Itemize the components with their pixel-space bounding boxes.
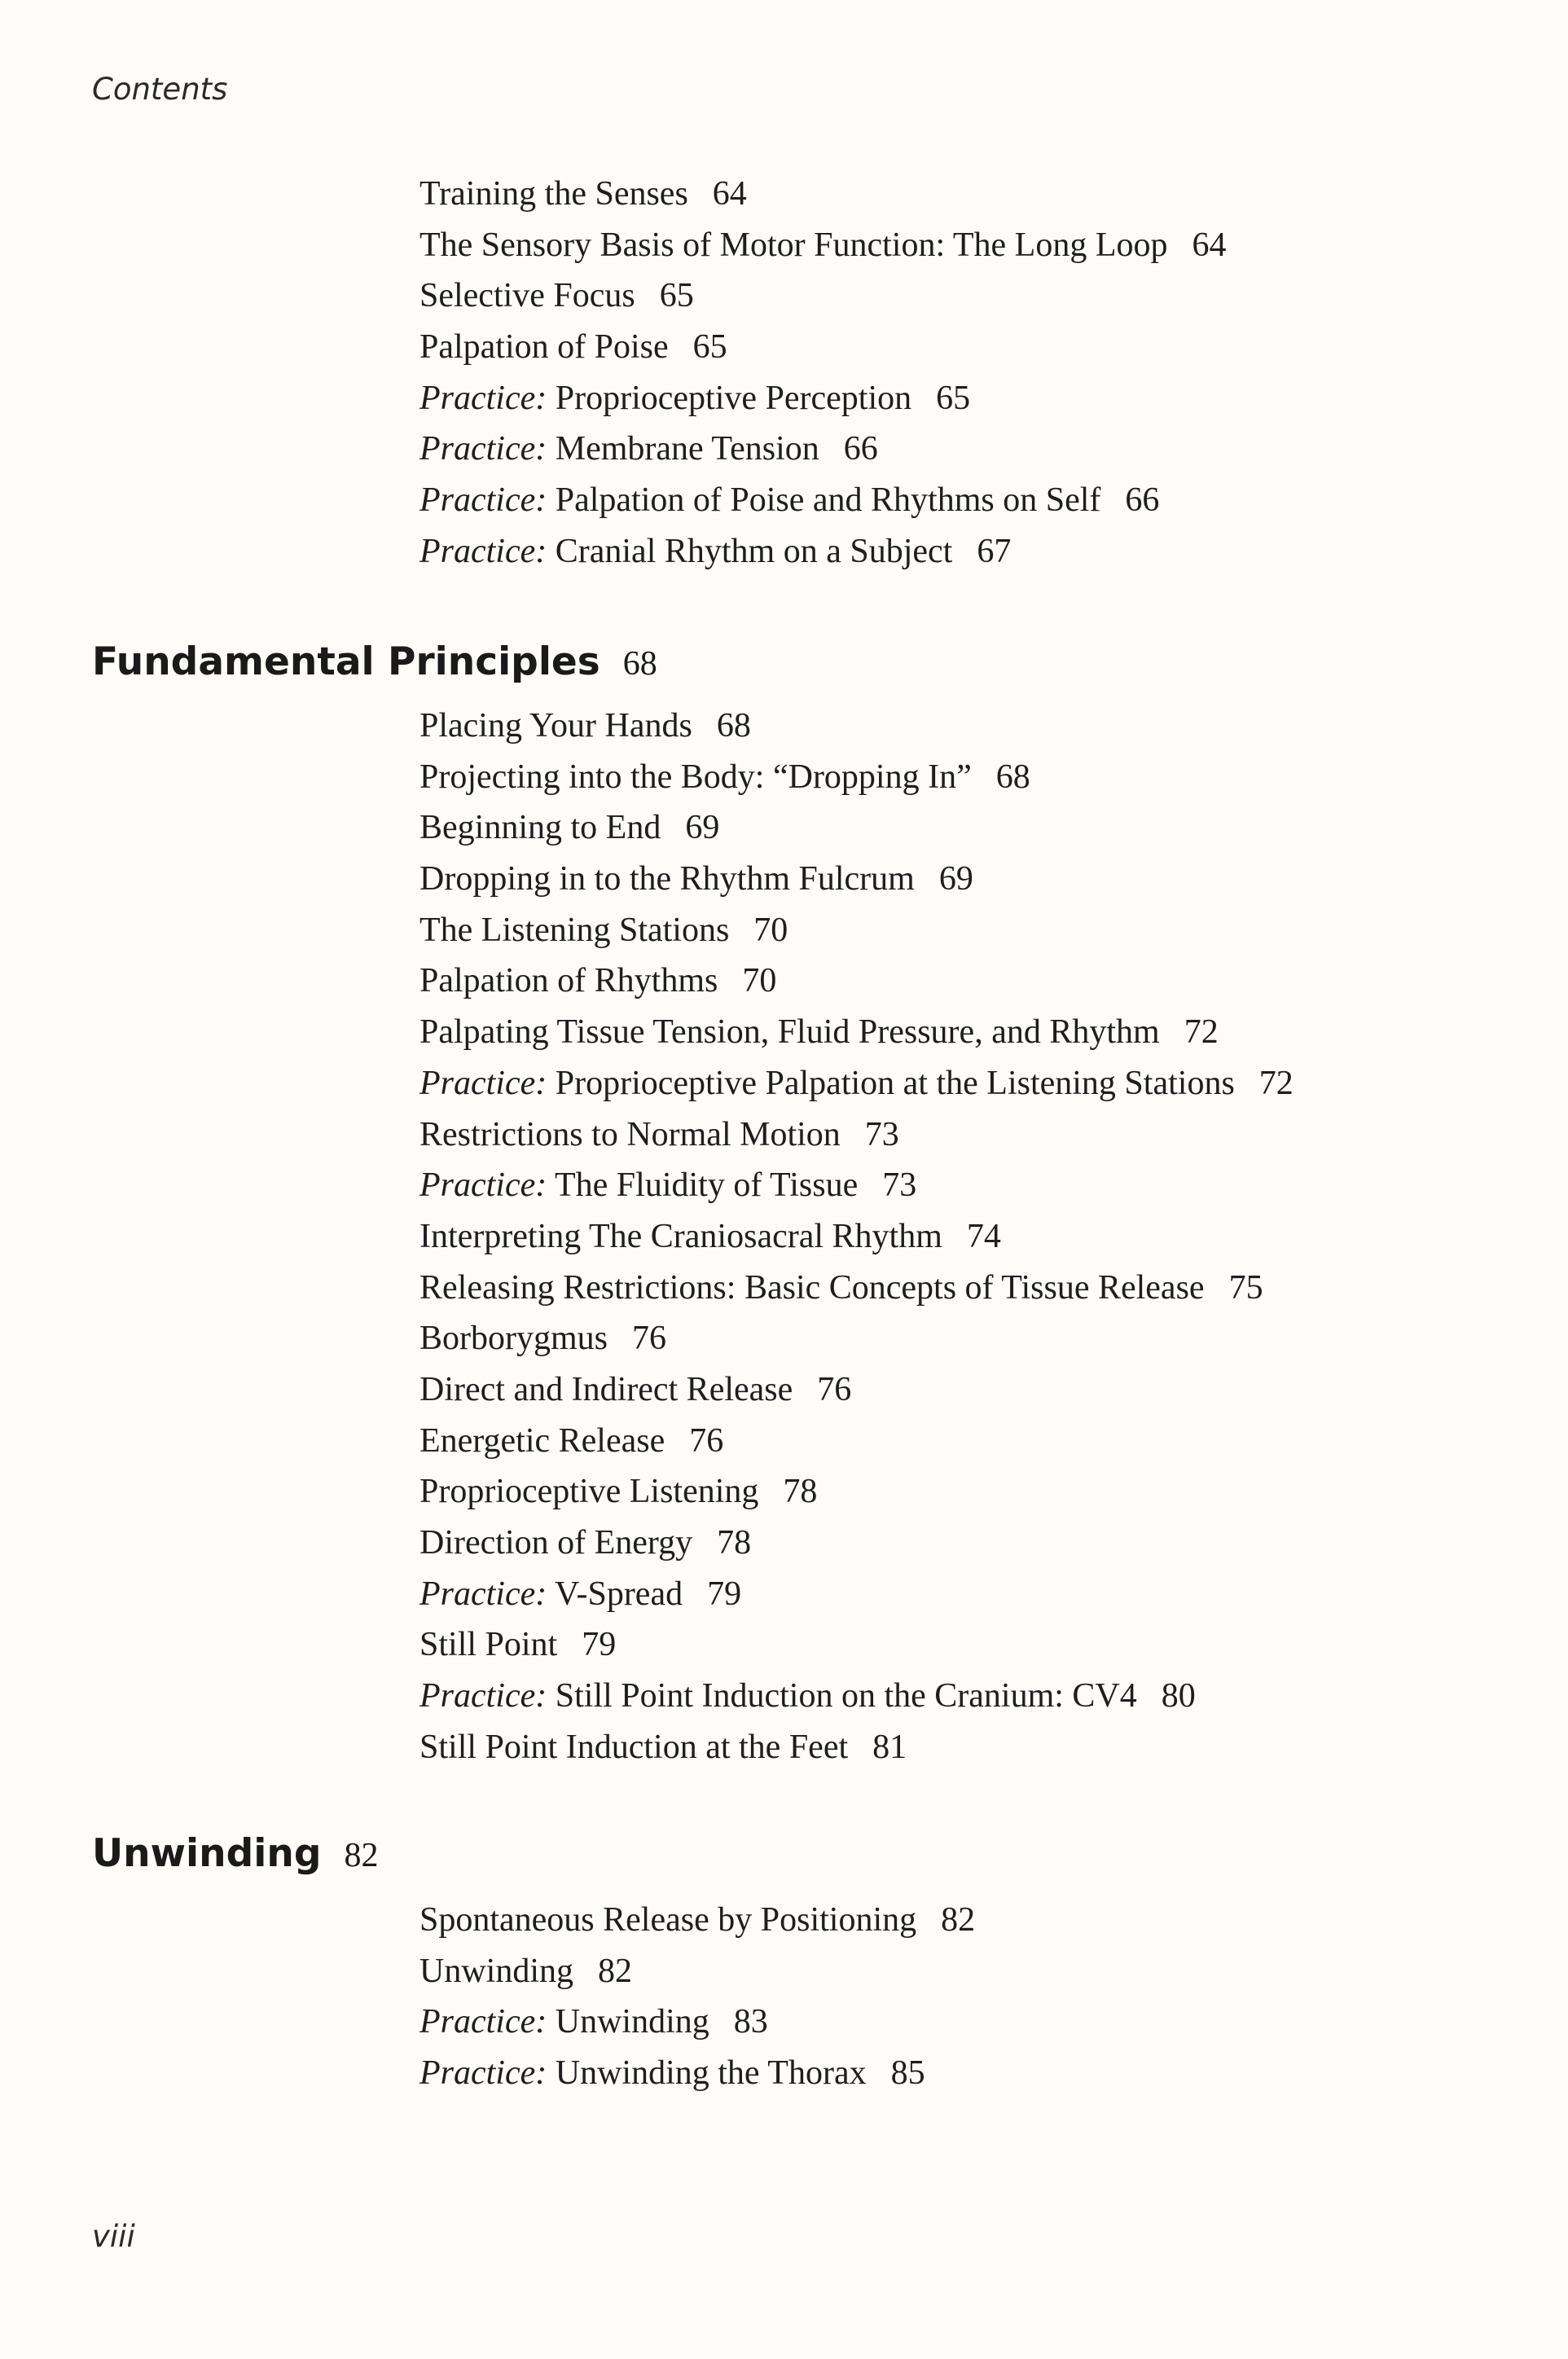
entry-title: Palpation of Rhythms bbox=[419, 962, 718, 1000]
toc-entry-practice[interactable] bbox=[419, 1997, 975, 2048]
toc-entry[interactable] bbox=[419, 854, 1293, 905]
entry-title: Direction of Energy bbox=[419, 1524, 693, 1562]
entry-page: 78 bbox=[717, 1524, 752, 1562]
toc-entry[interactable] bbox=[419, 1263, 1293, 1314]
toc-entry-practice[interactable] bbox=[419, 1671, 1293, 1722]
entry-page: 65 bbox=[659, 277, 694, 315]
practice-label: Practice: bbox=[419, 430, 547, 468]
toc-entry[interactable] bbox=[419, 1007, 1293, 1058]
entry-title: Projecting into the Body: “Dropping In” bbox=[419, 758, 972, 796]
entry-page: 76 bbox=[689, 1421, 724, 1460]
toc-entry-practice[interactable] bbox=[419, 2048, 975, 2099]
entry-page: 76 bbox=[817, 1370, 852, 1408]
toc-entry[interactable] bbox=[419, 1466, 1293, 1518]
entry-page: 81 bbox=[872, 1728, 907, 1766]
toc-entry[interactable] bbox=[419, 1722, 1293, 1773]
entry-page: 85 bbox=[890, 2054, 925, 2093]
entry-title: Unwinding bbox=[419, 1952, 573, 1990]
toc-entry[interactable] bbox=[419, 802, 1293, 854]
toc-entry[interactable] bbox=[419, 905, 1293, 956]
entry-page: 64 bbox=[1192, 226, 1227, 264]
entry-title: Spontaneous Release by Positioning bbox=[419, 1901, 917, 1939]
entry-page: 68 bbox=[995, 758, 1030, 796]
entry-page: 70 bbox=[742, 962, 777, 1000]
entry-title: Borborygmus bbox=[419, 1320, 608, 1358]
toc-entry[interactable] bbox=[419, 701, 1293, 752]
practice-label: Practice: bbox=[419, 1677, 547, 1715]
entry-title: Placing Your Hands bbox=[419, 707, 692, 745]
entry-page: 64 bbox=[712, 175, 747, 213]
entry-title: Dropping in to the Rhythm Fulcrum bbox=[419, 860, 915, 898]
toc-entry-practice[interactable] bbox=[419, 373, 1226, 424]
entry-page: 66 bbox=[1125, 481, 1160, 520]
toc-entry-practice[interactable] bbox=[419, 1160, 1293, 1211]
toc-entry[interactable] bbox=[419, 1518, 1293, 1569]
entry-page: 73 bbox=[882, 1166, 917, 1205]
running-head: Contents bbox=[92, 72, 228, 107]
entry-title: The Sensory Basis of Motor Function: The Long Loop bbox=[419, 226, 1168, 264]
entry-title: Membrane Tension bbox=[555, 430, 819, 468]
toc-entry[interactable] bbox=[419, 1313, 1293, 1364]
entry-page: 70 bbox=[753, 911, 788, 949]
entry-page: 82 bbox=[941, 1901, 976, 1939]
entry-title: Training the Senses bbox=[419, 175, 688, 213]
practice-label: Practice: bbox=[419, 379, 547, 417]
entry-page: 67 bbox=[977, 532, 1012, 570]
entry-title: Palpation of Poise and Rhythms on Self bbox=[555, 481, 1101, 520]
section-title: Fundamental Principles bbox=[92, 639, 600, 684]
entry-page: 83 bbox=[733, 2003, 768, 2041]
entry-title: Beginning to End bbox=[419, 809, 661, 847]
entry-title: Still Point Induction on the Cranium: CV4 bbox=[555, 1677, 1137, 1715]
entry-title: The Listening Stations bbox=[419, 911, 730, 949]
section-page: 68 bbox=[622, 645, 657, 683]
toc-entry-practice[interactable] bbox=[419, 424, 1226, 475]
section-page: 82 bbox=[344, 1837, 379, 1874]
entry-title: Proprioceptive Listening bbox=[419, 1473, 759, 1511]
entry-page: 74 bbox=[966, 1217, 1001, 1255]
page-number: viii bbox=[92, 2219, 135, 2254]
entry-page: 65 bbox=[936, 379, 971, 417]
toc-entry[interactable] bbox=[419, 322, 1226, 373]
entry-title: Energetic Release bbox=[419, 1421, 665, 1460]
entry-title: Still Point Induction at the Feet bbox=[419, 1728, 849, 1766]
entry-title: Proprioceptive Perception bbox=[555, 379, 912, 417]
practice-label: Practice: bbox=[419, 1575, 547, 1613]
toc-entry-practice[interactable] bbox=[419, 475, 1226, 526]
entry-page: 76 bbox=[632, 1320, 666, 1358]
entry-title: Unwinding the Thorax bbox=[555, 2054, 867, 2093]
entry-title: Still Point bbox=[419, 1626, 558, 1664]
toc-entry[interactable] bbox=[419, 752, 1293, 803]
entry-page: 79 bbox=[707, 1575, 742, 1613]
toc-entry[interactable] bbox=[419, 220, 1226, 271]
entry-page: 75 bbox=[1228, 1268, 1263, 1307]
entry-page: 82 bbox=[598, 1952, 632, 1990]
section-heading-fundamental-principles[interactable] bbox=[92, 638, 657, 688]
toc-list-continued bbox=[419, 169, 1226, 578]
practice-label: Practice: bbox=[419, 2054, 547, 2093]
toc-entry[interactable] bbox=[419, 1211, 1293, 1263]
entry-title: Proprioceptive Palpation at the Listening Stations bbox=[555, 1064, 1235, 1102]
practice-label: Practice: bbox=[419, 2003, 547, 2041]
toc-entry[interactable] bbox=[419, 1364, 1293, 1416]
entry-page: 73 bbox=[864, 1115, 899, 1153]
section-title: Unwinding bbox=[92, 1831, 322, 1876]
entry-title: Palpating Tissue Tension, Fluid Pressure, and Rhythm bbox=[419, 1013, 1160, 1052]
entry-title: Unwinding bbox=[555, 2003, 709, 2041]
toc-entry[interactable] bbox=[419, 1109, 1293, 1161]
entry-page: 72 bbox=[1258, 1064, 1293, 1102]
practice-label: Practice: bbox=[419, 1064, 547, 1102]
entry-title: Restrictions to Normal Motion bbox=[419, 1115, 841, 1153]
entry-title: Interpreting The Craniosacral Rhythm bbox=[419, 1217, 942, 1255]
toc-entry[interactable] bbox=[419, 955, 1293, 1007]
entry-title: Cranial Rhythm on a Subject bbox=[555, 532, 953, 570]
practice-label: Practice: bbox=[419, 481, 547, 520]
entry-page: 68 bbox=[716, 707, 751, 745]
entry-title: The Fluidity of Tissue bbox=[555, 1166, 859, 1205]
entry-title: Releasing Restrictions: Basic Concepts of Tissue Release bbox=[419, 1268, 1205, 1307]
entry-page: 69 bbox=[938, 860, 973, 898]
toc-entry-practice[interactable] bbox=[419, 526, 1226, 578]
toc-entry[interactable] bbox=[419, 1416, 1293, 1467]
entry-page: 78 bbox=[783, 1473, 818, 1511]
toc-entry[interactable] bbox=[419, 1946, 975, 1997]
practice-label: Practice: bbox=[419, 532, 547, 570]
toc-entry[interactable] bbox=[419, 169, 1226, 220]
toc-list-unwinding bbox=[419, 1895, 975, 2099]
practice-label: Practice: bbox=[419, 1166, 547, 1205]
entry-page: 72 bbox=[1184, 1013, 1219, 1052]
toc-entry-practice[interactable] bbox=[419, 1058, 1293, 1109]
entry-page: 65 bbox=[692, 328, 727, 367]
toc-entry[interactable] bbox=[419, 1619, 1293, 1671]
entry-page: 69 bbox=[685, 809, 720, 847]
entry-page: 80 bbox=[1161, 1677, 1196, 1715]
entry-page: 79 bbox=[582, 1626, 617, 1664]
toc-entry[interactable] bbox=[419, 270, 1226, 322]
entry-title: V-Spread bbox=[555, 1575, 683, 1613]
toc-list-fundamental-principles bbox=[419, 701, 1293, 1773]
entry-title: Palpation of Poise bbox=[419, 328, 669, 367]
entry-page: 66 bbox=[843, 430, 878, 468]
toc-entry[interactable] bbox=[419, 1895, 975, 1946]
entry-title: Selective Focus bbox=[419, 277, 635, 315]
toc-entry-practice[interactable] bbox=[419, 1569, 1293, 1620]
entry-title: Direct and Indirect Release bbox=[419, 1370, 793, 1408]
section-heading-unwinding[interactable] bbox=[92, 1830, 378, 1880]
